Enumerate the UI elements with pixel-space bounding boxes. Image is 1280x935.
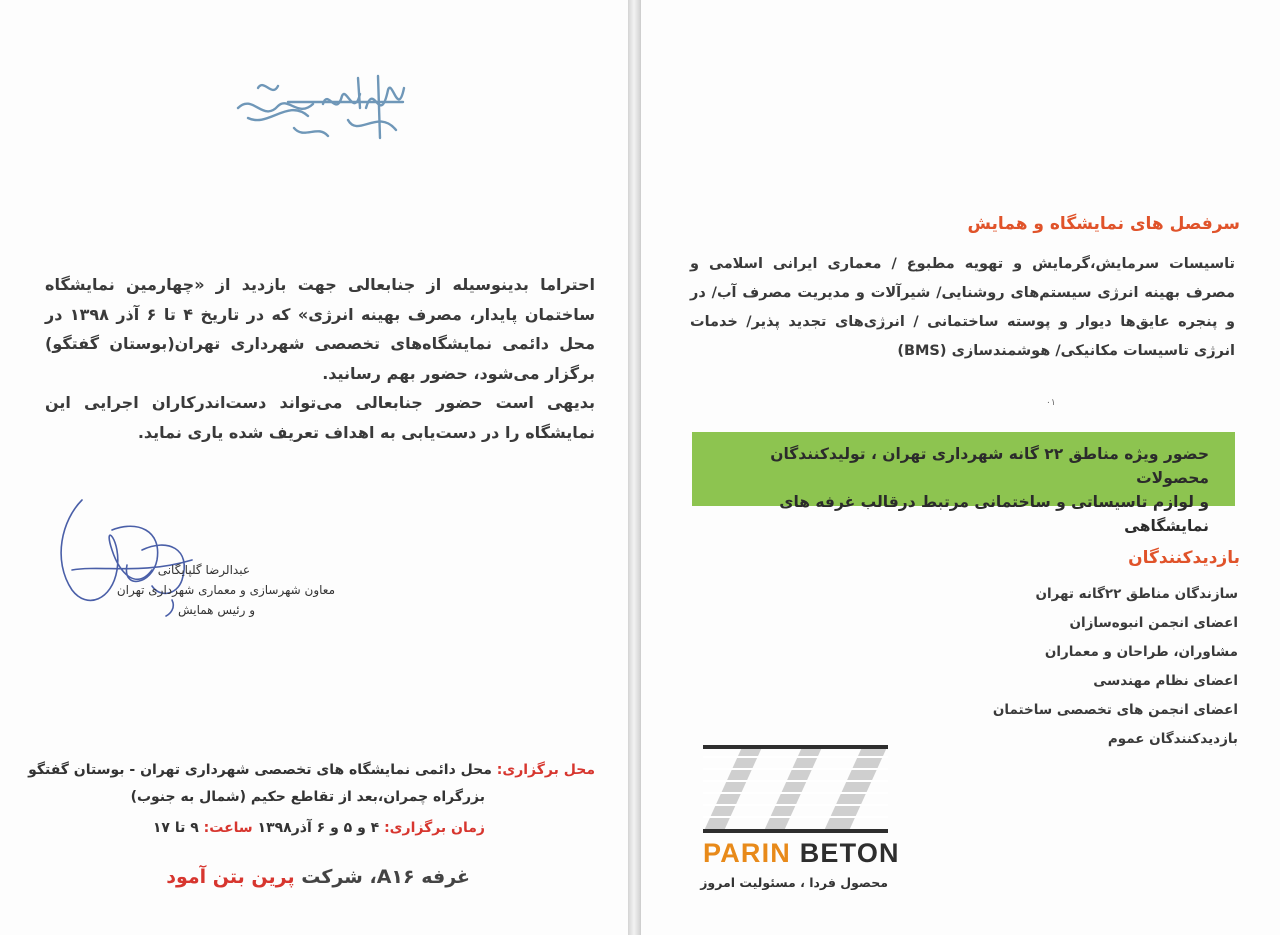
visitors-title: بازدیدکنندگان [1128, 548, 1240, 568]
logo-wordmark [703, 838, 900, 869]
list-item: مشاوران، طراحان و معماران [1044, 644, 1238, 660]
booth-text: غرفه A۱۶، شرکت [301, 866, 470, 888]
signer-block [116, 560, 335, 620]
signer-name: عبدالرضا گلپایگانی [157, 563, 250, 577]
list-item: اعضای انجمن های تخصصی ساختمان [992, 702, 1238, 718]
topics-paragraph: تاسیسات سرمایش،گرمایش و تهویه مطبوع / معماری ایرانی اسلامی و مصرف بهینه انرژی سیستم‌های روشنایی/ شیرآلات و مدیریت مصرف آب/ در و پنجره عایق‌ها دیوار و پوسته ساختمانی / انرژی‌های تجدید پذیر/ خدمات انرژی تاسیسات مکانیکی/ هوشمندسازی (BMS) [690, 256, 1235, 359]
visitors-list [950, 580, 1238, 754]
logo-word-1: PARIN [703, 838, 792, 868]
invitation-paragraph-1: احتراما بدینوسیله از جنابعالی جهت بازدید از «چهارمین نمایشگاه ساختمان پایدار، مصرف بهینه انرژی» که در تاریخ ۴ تا ۶ آذر ۱۳۹۸ در محل دائمی نمایشگاه‌های تخصصی شهرداری تهران(بوستان گفتگو) برگزار می‌شود، حضور بهم رسانید. [45, 275, 596, 383]
signer-title-2: و رئیس همایش [177, 603, 255, 617]
venue-label: محل برگزاری: [496, 762, 595, 778]
booth-company: پرین بتن آمود [166, 866, 295, 888]
topics-title: سرفصل های نمایشگاه و همایش [967, 214, 1240, 234]
small-mark: ۰۱ [1046, 398, 1056, 408]
date-label: زمان برگزاری: [384, 820, 485, 836]
venue-address: بزرگراه چمران،بعد از تقاطع حکیم (شمال به جنوب) [130, 789, 485, 805]
bismillah-calligraphy-icon [228, 68, 408, 146]
venue-block [28, 757, 595, 842]
parin-beton-logo-icon [703, 745, 888, 833]
list-item: سازندگان مناطق ۲۲گانه تهران [1035, 586, 1238, 602]
booth-line [166, 866, 470, 888]
venue-text: محل دائمی نمایشگاه های تخصصی شهرداری تهران - بوستان گفتگو [28, 762, 492, 778]
time-label: ساعت: [203, 820, 253, 836]
banner-line-2: و لوازم تاسیساتی و ساختمانی مرتبط درقالب غرفه های نمایشگاهی [779, 493, 1209, 535]
date-text: ۴ و ۵ و ۶ آذر۱۳۹۸ [257, 820, 380, 836]
topics-text [690, 250, 1235, 366]
list-item: بازدیدکنندگان عموم [1107, 731, 1238, 747]
special-presence-banner [692, 432, 1235, 535]
logo-word-2: BETON [799, 838, 900, 868]
invitation-paragraph-2: بدیهی است حضور جنابعالی می‌تواند دست‌اندرکاران اجرایی این نمایشگاه را در دست‌یابی به اهداف تعریف شده یاری نماید. [45, 393, 595, 442]
signer-title: معاون شهرسازی و معماری شهرداری تهران [116, 583, 335, 597]
logo-tagline: محصول فردا ، مسئولیت امروز [700, 875, 888, 890]
page-fold [628, 0, 640, 935]
time-text: ۹ تا ۱۷ [152, 820, 199, 836]
invitation-text [45, 270, 595, 447]
list-item: اعضای نظام مهندسی [1093, 673, 1238, 689]
list-item: اعضای انجمن انبوه‌سازان [1069, 615, 1238, 631]
banner-line-1: حضور ویژه مناطق ۲۲ گانه شهرداری تهران ، تولیدکنندگان محصولات [770, 445, 1209, 487]
